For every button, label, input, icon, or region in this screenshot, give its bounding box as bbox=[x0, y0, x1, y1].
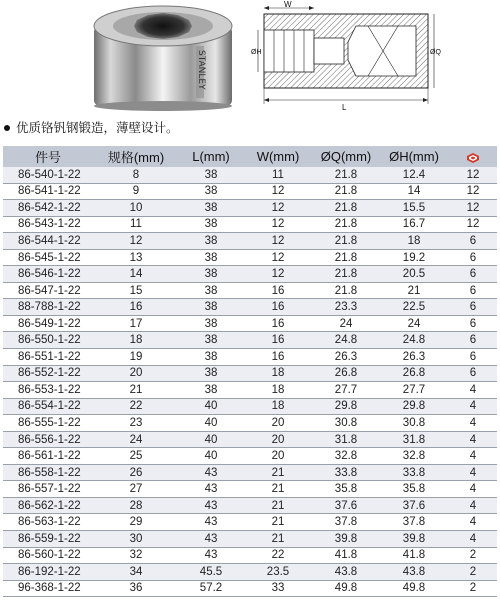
cell-points: 4 bbox=[449, 514, 497, 531]
cell-points: 2 bbox=[449, 580, 497, 597]
cell-part-no: 86-558-1-22 bbox=[3, 464, 93, 481]
cell-size: 34 bbox=[93, 564, 179, 581]
col-header-w: W(mm) bbox=[243, 146, 313, 167]
cell-h: 26.3 bbox=[379, 349, 449, 366]
col-header-l: L(mm) bbox=[179, 146, 243, 167]
cell-part-no: 86-541-1-22 bbox=[3, 183, 93, 200]
cell-q: 43.8 bbox=[313, 564, 379, 581]
cell-w: 20 bbox=[243, 415, 313, 432]
cell-w: 12 bbox=[243, 183, 313, 200]
table-row bbox=[3, 564, 497, 581]
cell-l: 40 bbox=[179, 415, 243, 432]
cell-size: 23 bbox=[93, 415, 179, 432]
cell-part-no: 86-549-1-22 bbox=[3, 315, 93, 332]
col-header-size: 规格(mm) bbox=[93, 146, 179, 167]
cell-points: 4 bbox=[449, 415, 497, 432]
cell-size: 18 bbox=[93, 332, 179, 349]
table-row bbox=[3, 299, 497, 316]
cell-l: 40 bbox=[179, 448, 243, 465]
cell-points: 2 bbox=[449, 547, 497, 564]
feature-note bbox=[2, 118, 179, 136]
cell-part-no: 86-192-1-22 bbox=[3, 564, 93, 581]
cell-part-no: 86-563-1-22 bbox=[3, 514, 93, 531]
svg-text:STANLEY: STANLEY bbox=[196, 50, 206, 90]
cell-part-no: 96-368-1-22 bbox=[3, 580, 93, 597]
cell-q: 41.8 bbox=[313, 547, 379, 564]
cell-points: 12 bbox=[449, 200, 497, 217]
cell-part-no: 86-552-1-22 bbox=[3, 365, 93, 382]
cell-q: 26.3 bbox=[313, 349, 379, 366]
cell-part-no: 86-553-1-22 bbox=[3, 382, 93, 399]
cell-q: 21.8 bbox=[313, 282, 379, 299]
cell-size: 14 bbox=[93, 266, 179, 283]
cell-points: 4 bbox=[449, 448, 497, 465]
cell-w: 12 bbox=[243, 216, 313, 233]
cell-part-no: 86-542-1-22 bbox=[3, 200, 93, 217]
cell-size: 36 bbox=[93, 580, 179, 597]
cell-w: 18 bbox=[243, 365, 313, 382]
cell-l: 43 bbox=[179, 464, 243, 481]
table-row bbox=[3, 249, 497, 266]
cell-size: 29 bbox=[93, 514, 179, 531]
cell-points: 4 bbox=[449, 531, 497, 548]
cell-size: 16 bbox=[93, 299, 179, 316]
cell-l: 43 bbox=[179, 531, 243, 548]
cell-h: 29.8 bbox=[379, 398, 449, 415]
cell-w: 16 bbox=[243, 282, 313, 299]
cell-q: 30.8 bbox=[313, 415, 379, 432]
table-row bbox=[3, 282, 497, 299]
cell-part-no: 86-554-1-22 bbox=[3, 398, 93, 415]
cell-w: 23.5 bbox=[243, 564, 313, 581]
cell-points: 4 bbox=[449, 398, 497, 415]
cell-h: 30.8 bbox=[379, 415, 449, 432]
cell-part-no: 86-544-1-22 bbox=[3, 233, 93, 250]
cell-l: 38 bbox=[179, 382, 243, 399]
cell-q: 24 bbox=[313, 315, 379, 332]
table-header-row bbox=[3, 146, 497, 167]
cell-q: 35.8 bbox=[313, 481, 379, 498]
feature-text: 优质铬钒钢锻造，薄壁设计。 bbox=[16, 120, 179, 135]
cell-part-no: 86-547-1-22 bbox=[3, 282, 93, 299]
cell-l: 40 bbox=[179, 431, 243, 448]
cell-h: 33.8 bbox=[379, 464, 449, 481]
cell-size: 12 bbox=[93, 233, 179, 250]
cell-w: 11 bbox=[243, 167, 313, 183]
cell-size: 17 bbox=[93, 315, 179, 332]
cell-w: 18 bbox=[243, 398, 313, 415]
cell-points: 12 bbox=[449, 167, 497, 183]
cell-q: 33.8 bbox=[313, 464, 379, 481]
cell-l: 43 bbox=[179, 547, 243, 564]
cell-part-no: 86-556-1-22 bbox=[3, 431, 93, 448]
table-row bbox=[3, 431, 497, 448]
table-row bbox=[3, 332, 497, 349]
cell-points: 2 bbox=[449, 564, 497, 581]
cell-part-no: 86-559-1-22 bbox=[3, 531, 93, 548]
cell-l: 40 bbox=[179, 398, 243, 415]
cell-h: 26.8 bbox=[379, 365, 449, 382]
cell-size: 24 bbox=[93, 431, 179, 448]
cell-l: 45.5 bbox=[179, 564, 243, 581]
cell-l: 43 bbox=[179, 497, 243, 514]
cell-w: 21 bbox=[243, 531, 313, 548]
cell-w: 21 bbox=[243, 514, 313, 531]
cell-size: 32 bbox=[93, 547, 179, 564]
cell-q: 26.8 bbox=[313, 365, 379, 382]
cell-size: 26 bbox=[93, 464, 179, 481]
cell-h: 37.8 bbox=[379, 514, 449, 531]
table-row bbox=[3, 547, 497, 564]
cell-part-no: 86-550-1-22 bbox=[3, 332, 93, 349]
cell-h: 32.8 bbox=[379, 448, 449, 465]
cell-size: 8 bbox=[93, 167, 179, 183]
dim-w-label: W bbox=[284, 0, 292, 9]
cell-h: 27.7 bbox=[379, 382, 449, 399]
cell-points: 6 bbox=[449, 365, 497, 382]
dim-h-label: ØH bbox=[251, 49, 262, 56]
cell-points: 6 bbox=[449, 299, 497, 316]
cell-points: 4 bbox=[449, 464, 497, 481]
cell-size: 19 bbox=[93, 349, 179, 366]
cell-size: 15 bbox=[93, 282, 179, 299]
cell-part-no: 86-555-1-22 bbox=[3, 415, 93, 432]
table-row bbox=[3, 398, 497, 415]
cell-l: 38 bbox=[179, 332, 243, 349]
cell-part-no: 86-551-1-22 bbox=[3, 349, 93, 366]
cell-points: 4 bbox=[449, 431, 497, 448]
cell-l: 43 bbox=[179, 514, 243, 531]
cell-l: 38 bbox=[179, 249, 243, 266]
cell-q: 23.3 bbox=[313, 299, 379, 316]
cell-size: 9 bbox=[93, 183, 179, 200]
table-row bbox=[3, 415, 497, 432]
table-row bbox=[3, 514, 497, 531]
cell-size: 30 bbox=[93, 531, 179, 548]
cell-h: 21 bbox=[379, 282, 449, 299]
cell-l: 38 bbox=[179, 216, 243, 233]
product-header bbox=[0, 0, 500, 118]
cell-h: 24.8 bbox=[379, 332, 449, 349]
cell-h: 15.5 bbox=[379, 200, 449, 217]
cell-points: 12 bbox=[449, 216, 497, 233]
cell-part-no: 86-561-1-22 bbox=[3, 448, 93, 465]
spec-table bbox=[3, 146, 497, 597]
cell-l: 38 bbox=[179, 365, 243, 382]
cell-w: 16 bbox=[243, 299, 313, 316]
cell-q: 37.6 bbox=[313, 497, 379, 514]
cell-part-no: 86-543-1-22 bbox=[3, 216, 93, 233]
col-header-part-no: 件号 bbox=[3, 146, 93, 167]
dim-l-label: L bbox=[342, 103, 347, 112]
cell-h: 49.8 bbox=[379, 580, 449, 597]
cell-w: 18 bbox=[243, 382, 313, 399]
socket-points-icon bbox=[466, 152, 480, 164]
table-row bbox=[3, 216, 497, 233]
cell-q: 39.8 bbox=[313, 531, 379, 548]
cell-q: 32.8 bbox=[313, 448, 379, 465]
cell-points: 6 bbox=[449, 266, 497, 283]
cell-w: 12 bbox=[243, 200, 313, 217]
cell-q: 21.8 bbox=[313, 216, 379, 233]
cell-q: 49.8 bbox=[313, 580, 379, 597]
cell-part-no: 86-557-1-22 bbox=[3, 481, 93, 498]
cell-h: 43.8 bbox=[379, 564, 449, 581]
cell-w: 20 bbox=[243, 448, 313, 465]
socket-photo bbox=[88, 4, 238, 112]
table-row bbox=[3, 266, 497, 283]
cell-w: 21 bbox=[243, 481, 313, 498]
cell-size: 20 bbox=[93, 365, 179, 382]
cell-part-no: 86-562-1-22 bbox=[3, 497, 93, 514]
cell-h: 22.5 bbox=[379, 299, 449, 316]
col-header-h: ØH(mm) bbox=[379, 146, 449, 167]
cell-part-no: 86-540-1-22 bbox=[3, 167, 93, 183]
cell-q: 21.8 bbox=[313, 249, 379, 266]
table-row bbox=[3, 382, 497, 399]
socket-section-diagram bbox=[248, 0, 444, 114]
cell-part-no: 86-545-1-22 bbox=[3, 249, 93, 266]
cell-l: 38 bbox=[179, 233, 243, 250]
cell-h: 18 bbox=[379, 233, 449, 250]
cell-h: 39.8 bbox=[379, 531, 449, 548]
cell-q: 27.7 bbox=[313, 382, 379, 399]
cell-q: 21.8 bbox=[313, 200, 379, 217]
cell-l: 38 bbox=[179, 349, 243, 366]
cell-w: 16 bbox=[243, 349, 313, 366]
cell-points: 4 bbox=[449, 497, 497, 514]
cell-w: 22 bbox=[243, 547, 313, 564]
cell-q: 37.8 bbox=[313, 514, 379, 531]
table-row bbox=[3, 481, 497, 498]
cell-w: 12 bbox=[243, 233, 313, 250]
table-row bbox=[3, 531, 497, 548]
cell-h: 37.6 bbox=[379, 497, 449, 514]
cell-h: 16.7 bbox=[379, 216, 449, 233]
cell-h: 12.4 bbox=[379, 167, 449, 183]
cell-h: 41.8 bbox=[379, 547, 449, 564]
table-row bbox=[3, 580, 497, 597]
dim-q-label: ØQ bbox=[430, 49, 441, 56]
cell-size: 10 bbox=[93, 200, 179, 217]
cell-w: 12 bbox=[243, 266, 313, 283]
cell-q: 29.8 bbox=[313, 398, 379, 415]
cell-size: 28 bbox=[93, 497, 179, 514]
cell-size: 21 bbox=[93, 382, 179, 399]
cell-q: 21.8 bbox=[313, 266, 379, 283]
cell-q: 21.8 bbox=[313, 183, 379, 200]
cell-size: 13 bbox=[93, 249, 179, 266]
table-row bbox=[3, 349, 497, 366]
cell-q: 24.8 bbox=[313, 332, 379, 349]
cell-w: 21 bbox=[243, 497, 313, 514]
table-row bbox=[3, 183, 497, 200]
cell-h: 31.8 bbox=[379, 431, 449, 448]
table-row bbox=[3, 167, 497, 183]
spec-table-body bbox=[3, 167, 497, 597]
cell-q: 21.8 bbox=[313, 233, 379, 250]
cell-size: 27 bbox=[93, 481, 179, 498]
cell-w: 20 bbox=[243, 431, 313, 448]
cell-l: 38 bbox=[179, 167, 243, 183]
cell-part-no: 86-560-1-22 bbox=[3, 547, 93, 564]
cell-h: 19.2 bbox=[379, 249, 449, 266]
cell-l: 38 bbox=[179, 200, 243, 217]
cell-l: 43 bbox=[179, 481, 243, 498]
cell-size: 25 bbox=[93, 448, 179, 465]
cell-l: 38 bbox=[179, 266, 243, 283]
cell-l: 38 bbox=[179, 183, 243, 200]
cell-l: 38 bbox=[179, 315, 243, 332]
cell-w: 12 bbox=[243, 249, 313, 266]
cell-l: 57.2 bbox=[179, 580, 243, 597]
cell-points: 4 bbox=[449, 382, 497, 399]
cell-w: 16 bbox=[243, 332, 313, 349]
cell-part-no: 88-788-1-22 bbox=[3, 299, 93, 316]
col-header-points bbox=[449, 146, 497, 167]
table-row bbox=[3, 315, 497, 332]
cell-points: 6 bbox=[449, 249, 497, 266]
cell-points: 6 bbox=[449, 332, 497, 349]
cell-points: 4 bbox=[449, 481, 497, 498]
cell-h: 14 bbox=[379, 183, 449, 200]
col-header-q: ØQ(mm) bbox=[313, 146, 379, 167]
cell-l: 38 bbox=[179, 299, 243, 316]
cell-l: 38 bbox=[179, 282, 243, 299]
table-row bbox=[3, 448, 497, 465]
cell-w: 33 bbox=[243, 580, 313, 597]
cell-q: 21.8 bbox=[313, 167, 379, 183]
cell-points: 6 bbox=[449, 315, 497, 332]
table-row bbox=[3, 233, 497, 250]
bullet-dot-icon bbox=[4, 125, 10, 131]
cell-points: 6 bbox=[449, 282, 497, 299]
table-row bbox=[3, 200, 497, 217]
cell-w: 21 bbox=[243, 464, 313, 481]
cell-points: 12 bbox=[449, 183, 497, 200]
cell-size: 22 bbox=[93, 398, 179, 415]
cell-q: 31.8 bbox=[313, 431, 379, 448]
cell-points: 6 bbox=[449, 349, 497, 366]
cell-size: 11 bbox=[93, 216, 179, 233]
cell-h: 24 bbox=[379, 315, 449, 332]
table-row bbox=[3, 365, 497, 382]
cell-h: 20.5 bbox=[379, 266, 449, 283]
cell-h: 35.8 bbox=[379, 481, 449, 498]
table-row bbox=[3, 497, 497, 514]
table-row bbox=[3, 464, 497, 481]
cell-part-no: 86-546-1-22 bbox=[3, 266, 93, 283]
cell-w: 16 bbox=[243, 315, 313, 332]
cell-points: 6 bbox=[449, 233, 497, 250]
